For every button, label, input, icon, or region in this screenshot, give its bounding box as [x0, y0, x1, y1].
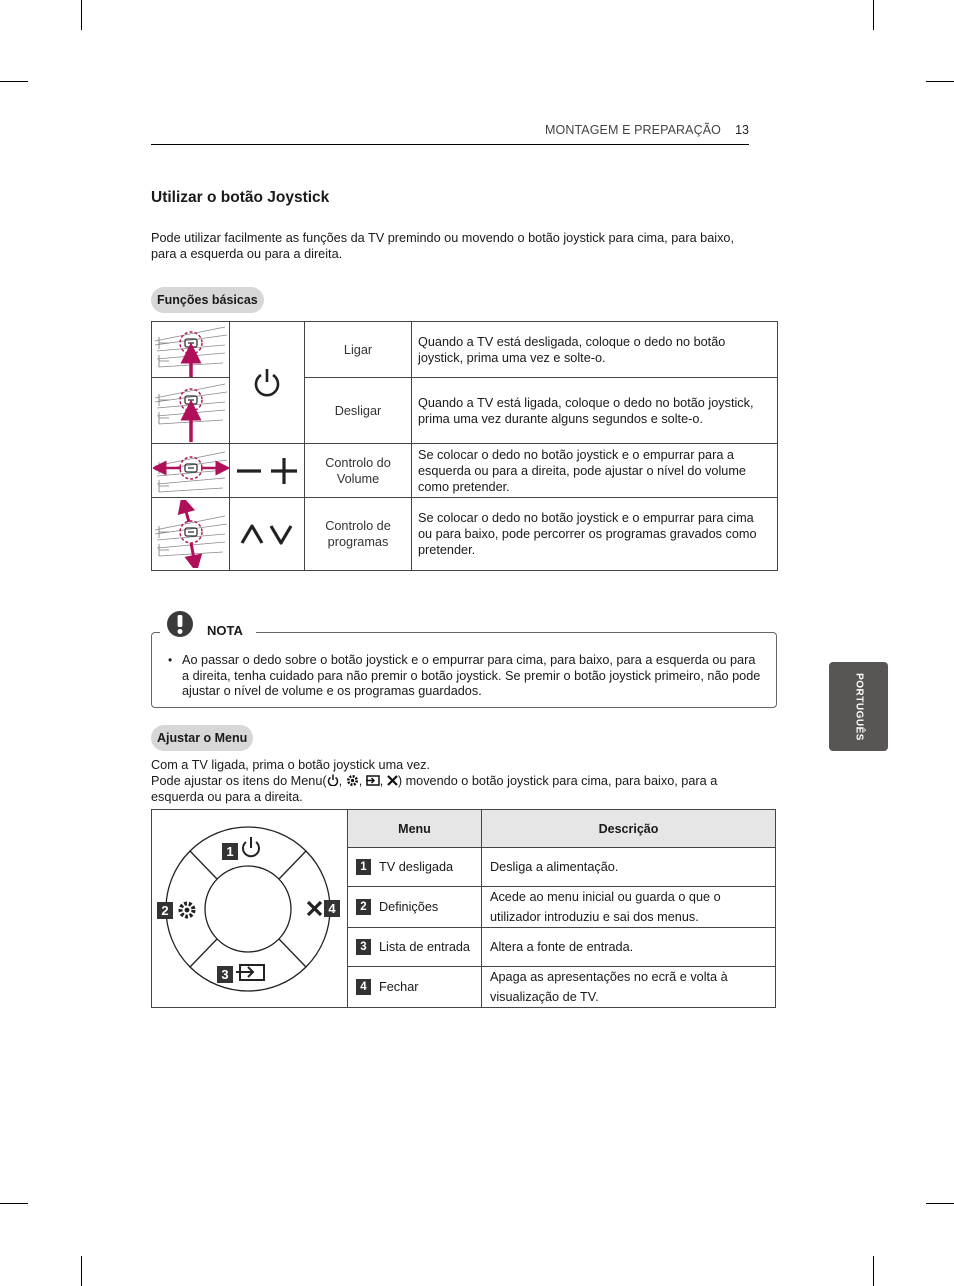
- basic-functions-table: [151, 321, 778, 571]
- svg-text:4: 4: [328, 900, 336, 916]
- desc-cell: Quando a TV está ligada, coloque o dedo no botão joystick, prima uma vez durante alguns segundos e solte-o.: [412, 378, 778, 444]
- crop-mark: [0, 81, 28, 82]
- intro-paragraph: [151, 230, 734, 262]
- menu-line: Com a TV ligada, prima o botão joystick uma vez.: [151, 758, 431, 772]
- page-header: [151, 122, 749, 145]
- crop-mark: [81, 0, 82, 30]
- minus-plus-icon: [234, 456, 300, 486]
- power-icon: [327, 774, 339, 786]
- joystick-up-down-icon: [153, 500, 229, 568]
- menu-item-2-marker: [157, 902, 194, 919]
- menu-item-3-marker: [217, 965, 264, 983]
- menu-item-label: Lista de entrada: [379, 939, 470, 954]
- crop-mark: [81, 1256, 82, 1286]
- crop-mark: [0, 1203, 28, 1204]
- page-number: 13: [735, 123, 749, 137]
- table-row: [152, 444, 778, 498]
- menu-item-desc: Apaga as apresentações no ecrã e volta à visualização de TV.: [482, 967, 776, 1008]
- menu-line: ) movendo o botão joystick para cima, para baixo, para a: [397, 774, 718, 788]
- joystick-left-right-icon: [153, 448, 229, 494]
- crop-mark: [873, 0, 874, 30]
- volume-symbol-cell: [230, 444, 305, 498]
- menu-item-desc: Acede ao menu inicial ou guarda o que o utilizador introduziu e sai dos menus.: [482, 887, 776, 928]
- svg-text:2: 2: [161, 902, 169, 918]
- joystick-hold-illustration: [152, 378, 230, 444]
- input-icon: [366, 774, 380, 786]
- menu-item-label: TV desligada: [379, 859, 454, 874]
- menu-item-desc: Desliga a alimentação.: [482, 848, 776, 887]
- label-cell: Desligar: [305, 378, 412, 444]
- menu-line: Pode ajustar os itens do Menu(: [151, 774, 327, 788]
- channel-symbol-cell: [230, 498, 305, 571]
- menu-paragraph: Com a TV ligada, prima o botão joystick uma vez. Pode ajustar os itens do Menu( , , , ) movendo o botão joystick para cima, para baixo, para a esquerda ou para a direita.: [151, 758, 718, 804]
- label-cell: Controlo de programas: [305, 498, 412, 571]
- menu-item-label: Fechar: [379, 979, 419, 994]
- menu-item-label: Definições: [379, 899, 439, 914]
- table-row: [152, 498, 778, 571]
- intro-line: para a esquerda ou para a direita.: [151, 247, 343, 261]
- desc-cell: Se colocar o dedo no botão joystick e o empurrar para a esquerda ou para a direita, pode ajustar o nível do volume como pretender.: [412, 444, 778, 498]
- svg-text:3: 3: [221, 966, 229, 982]
- label-cell: Ligar: [305, 322, 412, 378]
- language-tab: [829, 662, 888, 751]
- svg-text:1: 1: [226, 843, 234, 859]
- menu-item-name: [348, 848, 482, 887]
- menu-diagram-cell: [152, 810, 348, 1008]
- joystick-horizontal-illustration: [152, 444, 230, 498]
- joystick-menu-diagram: [152, 811, 347, 1007]
- section-pill-basic: Funções básicas: [151, 287, 264, 313]
- warning-icon: [160, 610, 200, 642]
- note-label: NOTA: [207, 623, 243, 638]
- joystick-vertical-illustration: [152, 498, 230, 571]
- menu-item-1-marker: [222, 837, 259, 860]
- close-icon: [387, 775, 398, 786]
- table-row: [152, 322, 778, 378]
- crop-mark: [873, 1256, 874, 1286]
- number-badge: 3: [356, 939, 371, 955]
- number-badge: 1: [356, 859, 371, 875]
- intro-line: Pode utilizar facilmente as funções da TV premindo ou movendo o botão joystick para cima, para baixo,: [151, 231, 735, 245]
- column-header-menu: Menu: [348, 810, 482, 848]
- menu-item-name: [348, 887, 482, 928]
- column-header-description: Descrição: [482, 810, 776, 848]
- menu-item-desc: Altera a fonte de entrada.: [482, 928, 776, 967]
- menu-item-name: [348, 928, 482, 967]
- crop-mark: [926, 81, 954, 82]
- menu-table: [151, 809, 776, 1008]
- number-badge: 4: [356, 979, 371, 995]
- bullet: •: [168, 653, 173, 667]
- section-pill-menu: Ajustar o Menu: [151, 725, 253, 751]
- joystick-press-icon: [153, 380, 229, 442]
- joystick-press-icon: [153, 323, 229, 377]
- power-symbol-cell: [230, 322, 305, 444]
- table-header-row: [152, 810, 776, 848]
- joystick-press-illustration: [152, 322, 230, 378]
- language-tab-label: PORTUGUÊS: [853, 672, 864, 741]
- crop-mark: [926, 1203, 954, 1204]
- number-badge: 2: [356, 899, 371, 915]
- menu-item-name: [348, 967, 482, 1008]
- menu-line: esquerda ou para a direita.: [151, 790, 303, 804]
- section-title: MONTAGEM E PREPARAÇÃO: [545, 123, 721, 137]
- label-cell: Controlo do Volume: [305, 444, 412, 498]
- page-title: Utilizar o botão Joystick: [151, 189, 330, 206]
- gear-icon: [346, 774, 359, 787]
- menu-item-4-marker: [308, 900, 340, 917]
- up-down-chevrons-icon: [239, 521, 295, 547]
- desc-cell: Quando a TV está desligada, coloque o dedo no botão joystick, prima uma vez e solte-o.: [412, 322, 778, 378]
- power-icon: [250, 366, 284, 400]
- note-header: [160, 610, 256, 646]
- desc-cell: Se colocar o dedo no botão joystick e o empurrar para cima ou para baixo, pode percorrer os programas gravados como pretender.: [412, 498, 778, 571]
- note-text: Ao passar o dedo sobre o botão joystick e o empurrar para cima, para baixo, para a esquerda ou para a direita, tenha cuidado para não premir o botão joystick. Se premir o botão joystick primeiro, não pode ajustar o nível de volume e os programas guardados.: [182, 653, 761, 698]
